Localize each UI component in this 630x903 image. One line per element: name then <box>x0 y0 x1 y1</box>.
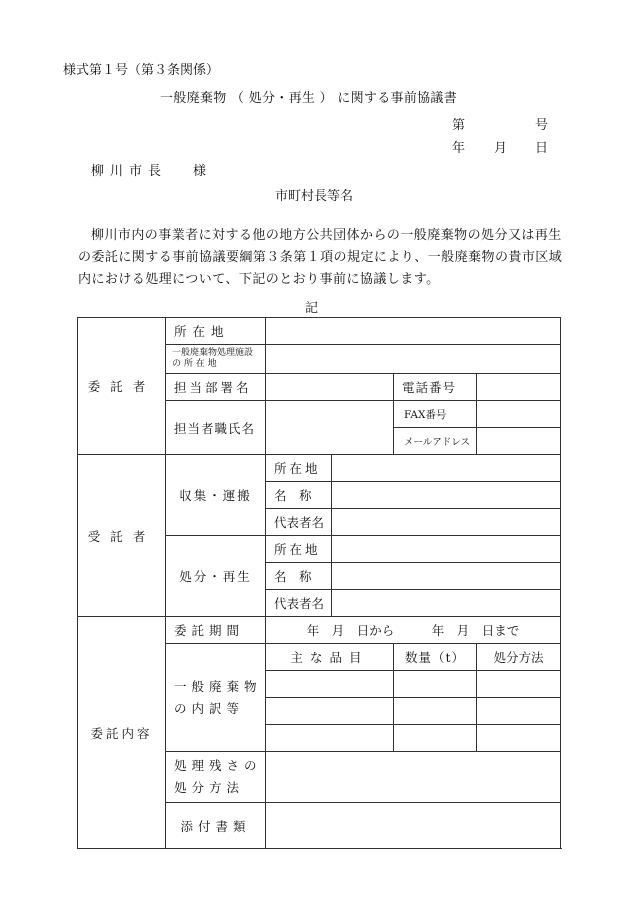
sender-name-label: 市町村長等名 <box>275 189 354 204</box>
department-field[interactable] <box>266 374 394 401</box>
residue-field[interactable] <box>266 752 561 803</box>
facility-location-label <box>166 345 266 374</box>
body-paragraph: 柳川市内の事業者に対する他の地方公共団体からの一般廃棄物の処分又は再生の委託に関する事前協議要綱第３条第１項の規定により、一般廃棄物の貴市区域内における処理について、下記のとおり事前に協議します。 <box>78 228 563 287</box>
collection-representative-field[interactable] <box>332 509 561 536</box>
fax-field[interactable] <box>477 401 561 428</box>
consignor-location-label: 所在地 <box>166 318 266 345</box>
collection-representative-label: 代表者名 <box>266 509 332 536</box>
phone-field[interactable] <box>477 374 561 401</box>
consultation-table <box>77 317 561 849</box>
col-item-header: 主な品目 <box>266 644 394 671</box>
contents-label: 委託内容 <box>78 617 166 849</box>
fax-label: FAX番号 <box>394 401 477 428</box>
disposal-location-field[interactable] <box>332 536 561 563</box>
phone-label: 電話番号 <box>394 374 477 401</box>
residue-label-line1: 処理残さの <box>174 758 262 773</box>
disposal-label: 処分・再生 <box>166 536 266 617</box>
collection-name-label: 名 称 <box>266 482 332 509</box>
consignor-label: 委託者 <box>78 318 166 455</box>
disposal-representative-label: 代表者名 <box>266 590 332 617</box>
addressee: 柳川市長 <box>91 164 168 179</box>
number-prefix: 第 <box>452 118 466 133</box>
document-title: 一般廃棄物 （ 処分・再生 ） に関する事前協議書 <box>160 91 458 106</box>
waste-method-cell[interactable] <box>477 671 561 698</box>
waste-quantity-cell[interactable] <box>394 671 477 698</box>
staff-name-field[interactable] <box>266 401 394 455</box>
department-label: 担当部署名 <box>166 374 266 401</box>
waste-item-cell[interactable] <box>266 725 394 752</box>
collection-location-label: 所在地 <box>266 455 332 482</box>
collection-location-field[interactable] <box>332 455 561 482</box>
col-quantity-header: 数量（t） <box>394 644 477 671</box>
attachments-field[interactable] <box>266 803 561 849</box>
waste-method-cell[interactable] <box>477 698 561 725</box>
facility-location-field[interactable] <box>266 345 561 374</box>
facility-location-label-line1: 一般廃棄物処理施設 <box>172 348 254 358</box>
collection-name-field[interactable] <box>332 482 561 509</box>
ki-heading: 記 <box>305 301 319 316</box>
disposal-location-label: 所在地 <box>266 536 332 563</box>
period-field[interactable]: 年 月 日から 年 月 日まで <box>266 617 561 644</box>
date-day-label: 日 <box>535 141 549 156</box>
disposal-representative-field[interactable] <box>332 590 561 617</box>
form-number: 様式第１号（第３条関係） <box>63 63 220 78</box>
period-label: 委託期間 <box>166 617 266 644</box>
attachments-label: 添付書類 <box>166 803 266 849</box>
disposal-name-label: 名 称 <box>266 563 332 590</box>
collection-label: 収集・運搬 <box>166 455 266 536</box>
waste-method-cell[interactable] <box>477 725 561 752</box>
consignor-location-field[interactable] <box>266 318 561 345</box>
disposal-name-field[interactable] <box>332 563 561 590</box>
consignee-label: 受託者 <box>78 455 166 617</box>
date-year-label: 年 <box>452 141 466 156</box>
residue-label <box>166 752 266 803</box>
number-suffix: 号 <box>535 118 549 133</box>
waste-item-cell[interactable] <box>266 671 394 698</box>
waste-item-cell[interactable] <box>266 698 394 725</box>
date-month-label: 月 <box>494 141 508 156</box>
addressee-suffix: 様 <box>193 164 207 179</box>
residue-label-line2: 処分方法 <box>174 780 245 795</box>
waste-quantity-cell[interactable] <box>394 725 477 752</box>
waste-quantity-cell[interactable] <box>394 698 477 725</box>
waste-breakdown-label <box>166 644 266 752</box>
facility-location-label-line2: の 所 在 地 <box>172 359 217 369</box>
staff-name-label: 担当者職氏名 <box>166 401 266 455</box>
waste-breakdown-label-line2: の内訳等 <box>174 700 245 716</box>
col-method-header: 処分方法 <box>477 644 561 671</box>
waste-breakdown-label-line1: 一般廃棄物 <box>174 678 262 694</box>
mail-field[interactable] <box>477 428 561 455</box>
mail-label: メールアドレス <box>394 428 477 455</box>
